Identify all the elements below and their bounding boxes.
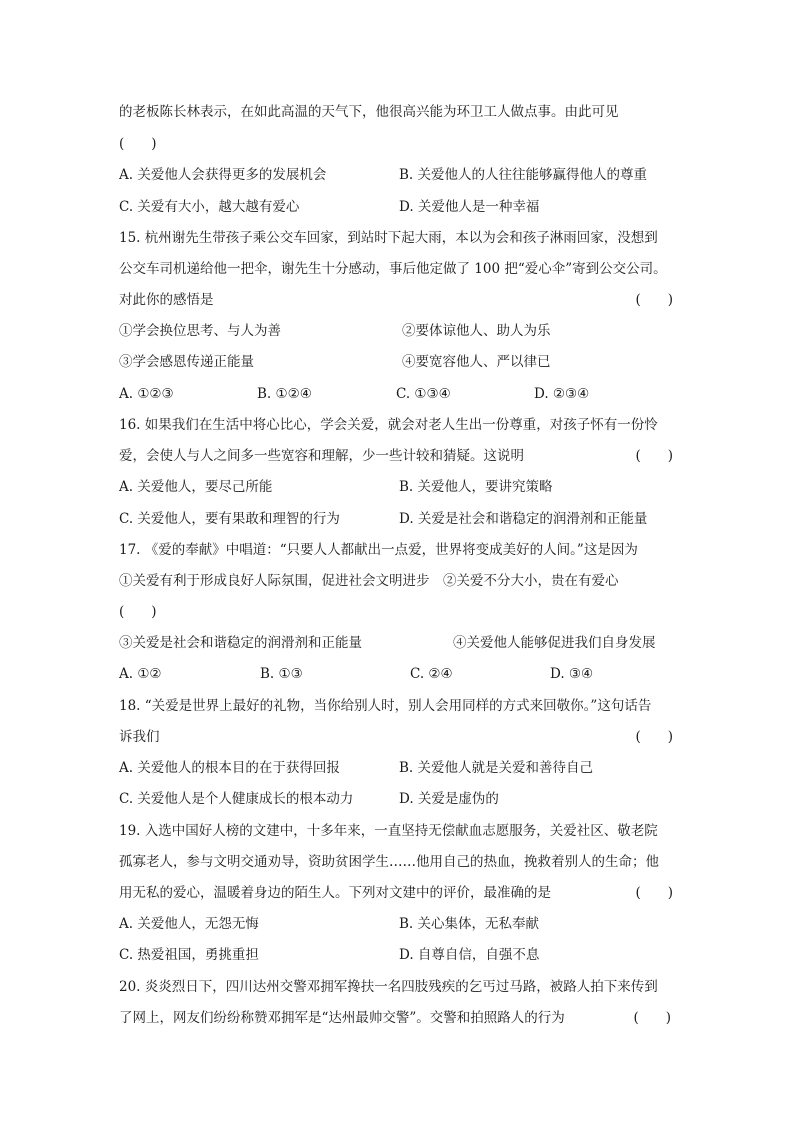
q15-statement-2: ②要体谅他人、助人为乐	[402, 323, 551, 339]
q20-stem-text: 了网上，网友们纷纷称赞邓拥军是“达州最帅交警”。交警和拍照路人的行为	[119, 1010, 565, 1026]
q16-option-d[interactable]: D. 关爱是社会和谐稳定的润滑剂和正能量	[399, 511, 648, 527]
q16-option-c[interactable]: C. 关爱他人，要有果敢和理智的行为	[119, 511, 340, 527]
q15-option-a[interactable]: A. ①②③	[119, 386, 174, 402]
q17-stem-line-1: 17. 《爱的奉献》中唱道：“只要人人都献出一点爱，世界将变成美好的人间。”这是因为	[119, 542, 638, 558]
q17-option-d[interactable]: D. ③④	[550, 666, 594, 682]
q15-stem-text: 对此你的感悟是	[119, 292, 214, 308]
q17-statement-4: ④关爱他人能够促进我们自身发展	[453, 635, 656, 651]
q14-answer-paren: ( )	[119, 136, 157, 152]
q15-option-d[interactable]: D. ②③④	[534, 386, 590, 402]
q19-option-d[interactable]: D. 自尊自信，自强不息	[399, 947, 540, 963]
q15-stem-line-1: 15. 杭州谢先生带孩子乘公交车回家，到站时下起大雨，本以为会和孩子淋雨回家，没想到	[119, 230, 658, 246]
q14-option-a[interactable]: A. 关爱他人会获得更多的发展机会	[119, 167, 327, 183]
q17-statement-3: ③关爱是社会和谐稳定的润滑剂和正能量	[119, 635, 362, 651]
q17-statements-1-2: ①关爱有利于形成良好人际氛围，促进社会文明进步 ②关爱不分大小，贵在有爱心	[119, 573, 619, 589]
q16-answer-paren: ( )	[635, 448, 673, 464]
q20-stem-line-1: 20. 炎炎烈日下，四川达州交警邓拥军搀扶一名四肢残疾的乞丐过马路，被路人拍下来传到	[119, 979, 658, 995]
q15-answer-paren: ( )	[635, 292, 673, 308]
q15-stem-line-2: 公交车司机递给他一把伞，谢先生十分感动，事后他定做了 100 把“爱心伞”寄到公交公司。	[119, 261, 667, 277]
q19-option-b[interactable]: B. 关心集体，无私奉献	[399, 916, 540, 932]
q19-answer-paren: ( )	[635, 885, 673, 901]
q16-stem-line-1: 16. 如果我们在生活中将心比心，学会关爱，就会对老人生出一份尊重，对孩子怀有一份怜	[119, 417, 658, 433]
q15-statement-1: ①学会换位思考、与人为善	[119, 323, 281, 339]
q15-option-b[interactable]: B. ①②④	[257, 386, 312, 402]
q16-stem-text: 爱，会使人与人之间多一些宽容和理解，少一些计较和猜疑。这说明	[119, 448, 524, 464]
q14-stem: 的老板陈长林表示，在如此高温的天气下，他很高兴能为环卫工人做点事。由此可见	[119, 104, 619, 120]
q16-option-a[interactable]: A. 关爱他人，要尽己所能	[119, 479, 273, 495]
q17-option-a[interactable]: A. ①②	[119, 666, 162, 682]
q18-option-c[interactable]: C. 关爱他人是个人健康成长的根本动力	[119, 791, 354, 807]
q18-option-b[interactable]: B. 关爱他人就是关爱和善待自己	[399, 760, 594, 776]
q14-option-c[interactable]: C. 关爱有大小，越大越有爱心	[119, 199, 300, 215]
q14-option-d[interactable]: D. 关爱他人是一种幸福	[399, 199, 540, 215]
q17-option-b[interactable]: B. ①③	[260, 666, 303, 682]
q15-statement-3: ③学会感恩传递正能量	[119, 354, 254, 370]
q18-answer-paren: ( )	[635, 729, 673, 745]
q18-stem-line-1: 18. “关爱是世界上最好的礼物，当你给别人时，别人会用同样的方式来回敬你。”这句话告	[119, 698, 652, 714]
q20-answer-paren: ( )	[633, 1010, 671, 1026]
q18-option-d[interactable]: D. 关爱是虚伪的	[399, 791, 499, 807]
q15-statement-4: ④要宽容他人、严以律已	[402, 354, 551, 370]
q18-option-a[interactable]: A. 关爱他人的根本目的在于获得回报	[119, 760, 340, 776]
q18-stem-text: 诉我们	[119, 729, 160, 745]
q17-option-c[interactable]: C. ②④	[410, 666, 453, 682]
q14-option-b[interactable]: B. 关爱他人的人往往能够赢得他人的尊重	[399, 167, 648, 183]
q16-option-b[interactable]: B. 关爱他人，要讲究策略	[399, 479, 553, 495]
q15-option-c[interactable]: C. ①③④	[396, 386, 451, 402]
q19-stem-text: 用无私的爱心，温暖着身边的陌生人。下列对文建中的评价，最准确的是	[119, 885, 551, 901]
q19-option-c[interactable]: C. 热爱祖国，勇挑重担	[119, 947, 259, 963]
q19-stem-line-1: 19. 入选中国好人榜的文建中，十多年来，一直坚持无偿献血志愿服务，关爱社区、敬老院	[119, 823, 658, 839]
q19-option-a[interactable]: A. 关爱他人，无怨无悔	[119, 916, 259, 932]
q17-answer-paren: ( )	[119, 604, 157, 620]
q19-stem-line-2: 孤寡老人，参与文明交通劝导，资助贫困学生……他用自己的热血，挽救着别人的生命；他	[119, 854, 659, 870]
